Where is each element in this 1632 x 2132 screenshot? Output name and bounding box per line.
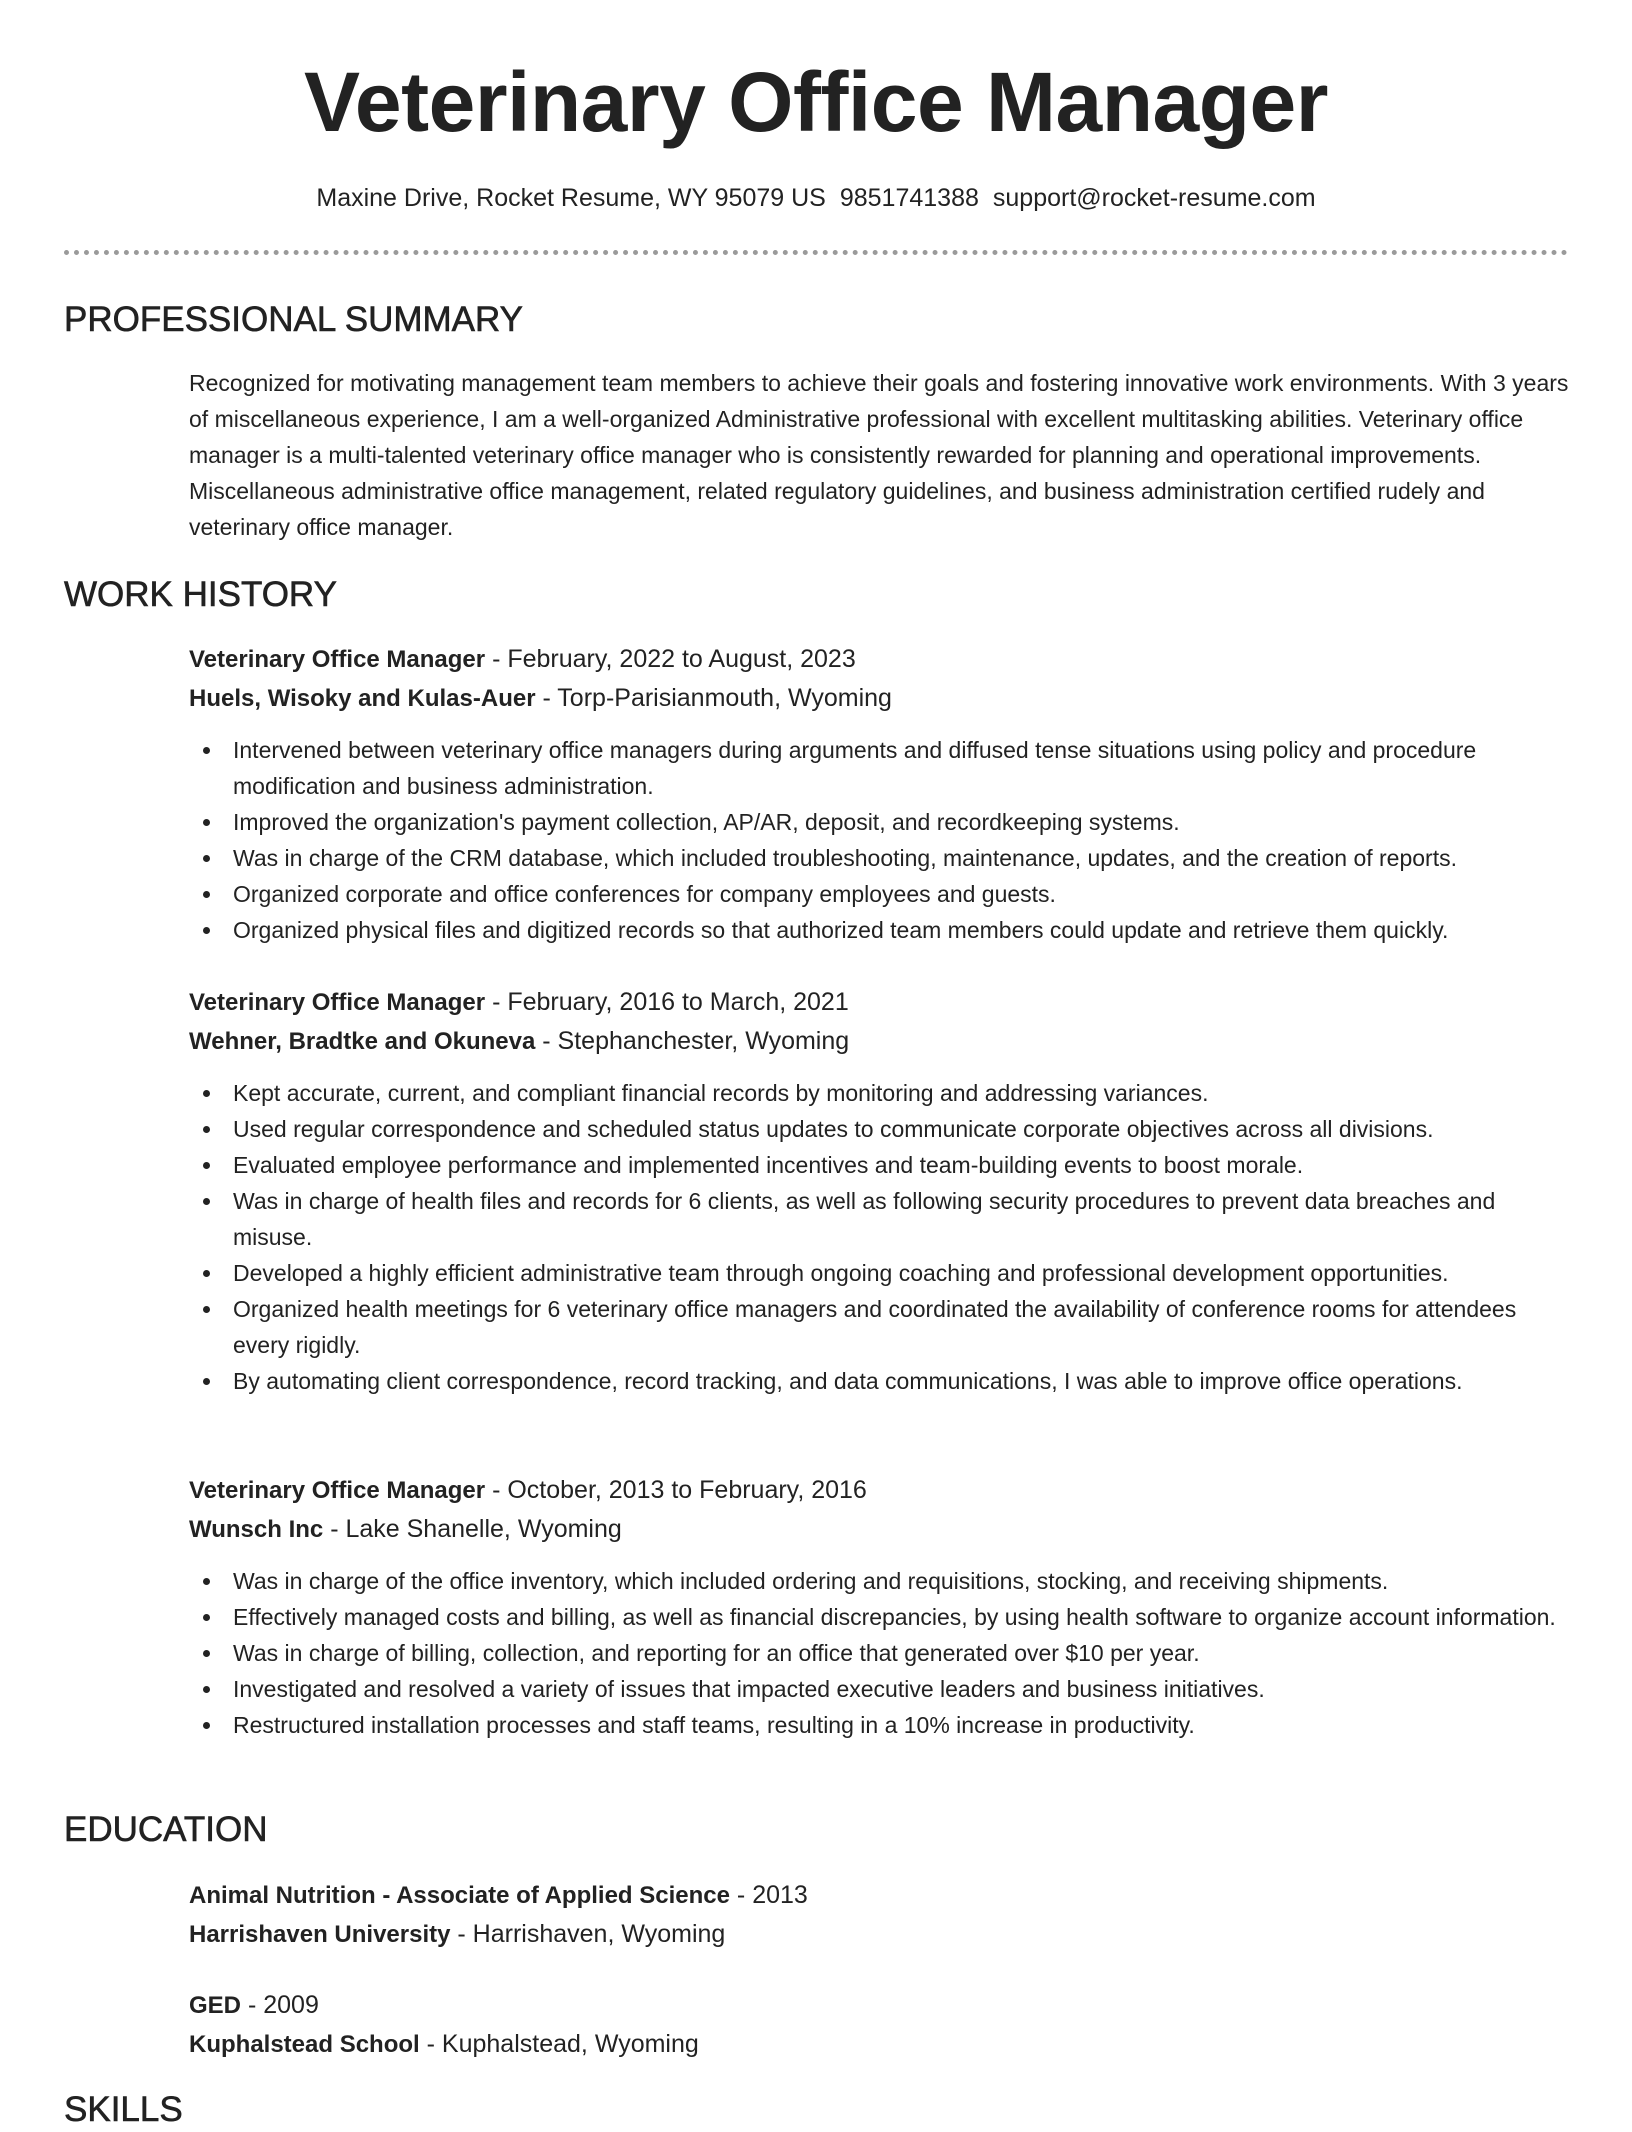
job-company: Huels, Wisoky and Kulas-Auer [189, 685, 536, 712]
job-title: Veterinary Office Manager [189, 989, 486, 1016]
education-year: - 2013 [729, 1881, 808, 1909]
job-location: - Torp-Parisianmouth, Wyoming [535, 684, 892, 712]
section-heading-skills: SKILLS [64, 2090, 183, 2129]
job-bullet: Intervened between veterinary office managers during arguments and diffused tense situations using policy and procedure modification and business administration. [233, 732, 1569, 804]
education-degree-line [189, 1876, 1569, 1915]
job-dates: - February, 2022 to August, 2023 [485, 645, 856, 673]
job-bullet: Organized health meetings for 6 veterinary office managers and coordinated the availability of conference rooms for attendees every rigidly. [233, 1291, 1569, 1363]
job-bullet: Was in charge of the CRM database, which included troubleshooting, maintenance, updates, and the creation of reports. [233, 840, 1569, 876]
job-company-line [189, 679, 1569, 718]
job-title-line [189, 640, 1569, 679]
job-bullet: Investigated and resolved a variety of issues that impacted executive leaders and business initiatives. [233, 1671, 1569, 1707]
section-heading-education: EDUCATION [64, 1810, 268, 1849]
contact-address: Maxine Drive, Rocket Resume, WY 95079 US [316, 184, 826, 212]
job-title: Veterinary Office Manager [189, 646, 486, 673]
job-company: Wehner, Bradtke and Okuneva [189, 1028, 536, 1055]
job-bullet: Effectively managed costs and billing, as well as financial discrepancies, by using health software to organize account information. [233, 1599, 1569, 1635]
education-school-line [189, 2025, 1569, 2064]
job-bullet: Used regular correspondence and scheduled status updates to communicate corporate objectives across all divisions. [233, 1111, 1569, 1147]
job-bullet: Kept accurate, current, and compliant financial records by monitoring and addressing variances. [233, 1075, 1569, 1111]
education-school: Kuphalstead School [189, 2031, 420, 2058]
job-bullet: Restructured installation processes and staff teams, resulting in a 10% increase in productivity. [233, 1707, 1569, 1743]
job-bullets [189, 1075, 1569, 1399]
contact-email[interactable]: support@rocket-resume.com [992, 184, 1316, 212]
job-entry [189, 983, 1569, 1399]
job-bullet: By automating client correspondence, record tracking, and data communications, I was able to improve office operations. [233, 1363, 1569, 1399]
job-bullet: Was in charge of health files and records for 6 clients, as well as following security procedures to prevent data breaches and misuse. [233, 1183, 1569, 1255]
job-bullet: Improved the organization's payment collection, AP/AR, deposit, and recordkeeping systems. [233, 804, 1569, 840]
job-entry [189, 640, 1569, 948]
education-degree: GED [189, 1992, 242, 2019]
education-location: - Kuphalstead, Wyoming [419, 2030, 699, 2058]
job-location: - Stephanchester, Wyoming [535, 1027, 850, 1055]
job-bullets [189, 1563, 1569, 1743]
job-entry [189, 1471, 1569, 1743]
education-year: - 2009 [241, 1991, 319, 2019]
job-dates: - October, 2013 to February, 2016 [485, 1476, 867, 1504]
education-school: Harrishaven University [189, 1921, 451, 1948]
job-dates: - February, 2016 to March, 2021 [485, 988, 849, 1016]
summary-text: Recognized for motivating management team members to achieve their goals and fostering innovative work environments. With 3 years of miscellaneous experience, I am a well-organized Administrative professional with excellent multitasking abilities. Veterinary office manager is a multi-talented veterinary office manager who is consistently rewarded for planning and operational improvements. Miscellaneous administrative office management, related regulatory guidelines, and business administration certified rudely and veterinary office manager. [189, 370, 1569, 540]
job-company-line [189, 1022, 1569, 1061]
job-bullet: Organized corporate and office conferences for company employees and guests. [233, 876, 1569, 912]
job-title: Veterinary Office Manager [189, 1477, 486, 1504]
job-bullet: Was in charge of billing, collection, and reporting for an office that generated over $10 per year. [233, 1635, 1569, 1671]
education-entry [189, 1876, 1569, 1954]
section-heading-summary: PROFESSIONAL SUMMARY [64, 300, 523, 339]
job-title-line [189, 1471, 1569, 1510]
section-heading-work-history: WORK HISTORY [64, 575, 337, 614]
header-divider [64, 250, 1568, 255]
education-degree-line [189, 1986, 1569, 2025]
job-bullet: Organized physical files and digitized records so that authorized team members could update and retrieve them quickly. [233, 912, 1569, 948]
summary-section [189, 365, 1569, 545]
job-bullet: Evaluated employee performance and implemented incentives and team-building events to boost morale. [233, 1147, 1569, 1183]
job-bullet: Was in charge of the office inventory, which included ordering and requisitions, stocking, and receiving shipments. [233, 1563, 1569, 1599]
education-school-line [189, 1915, 1569, 1954]
resume-title: Veterinary Office Manager [304, 55, 1328, 149]
education-degree: Animal Nutrition - Associate of Applied Science [189, 1882, 730, 1909]
job-company-line [189, 1510, 1569, 1549]
contact-phone: 9851741388 [839, 184, 979, 212]
job-location: - Lake Shanelle, Wyoming [323, 1515, 622, 1543]
job-bullets [189, 732, 1569, 948]
job-title-line [189, 983, 1569, 1022]
job-bullet: Developed a highly efficient administrative team through ongoing coaching and professional development opportunities. [233, 1255, 1569, 1291]
contact-line [0, 180, 1632, 216]
education-location: - Harrishaven, Wyoming [450, 1920, 726, 1948]
job-company: Wunsch Inc [189, 1516, 324, 1543]
education-entry [189, 1986, 1569, 2064]
